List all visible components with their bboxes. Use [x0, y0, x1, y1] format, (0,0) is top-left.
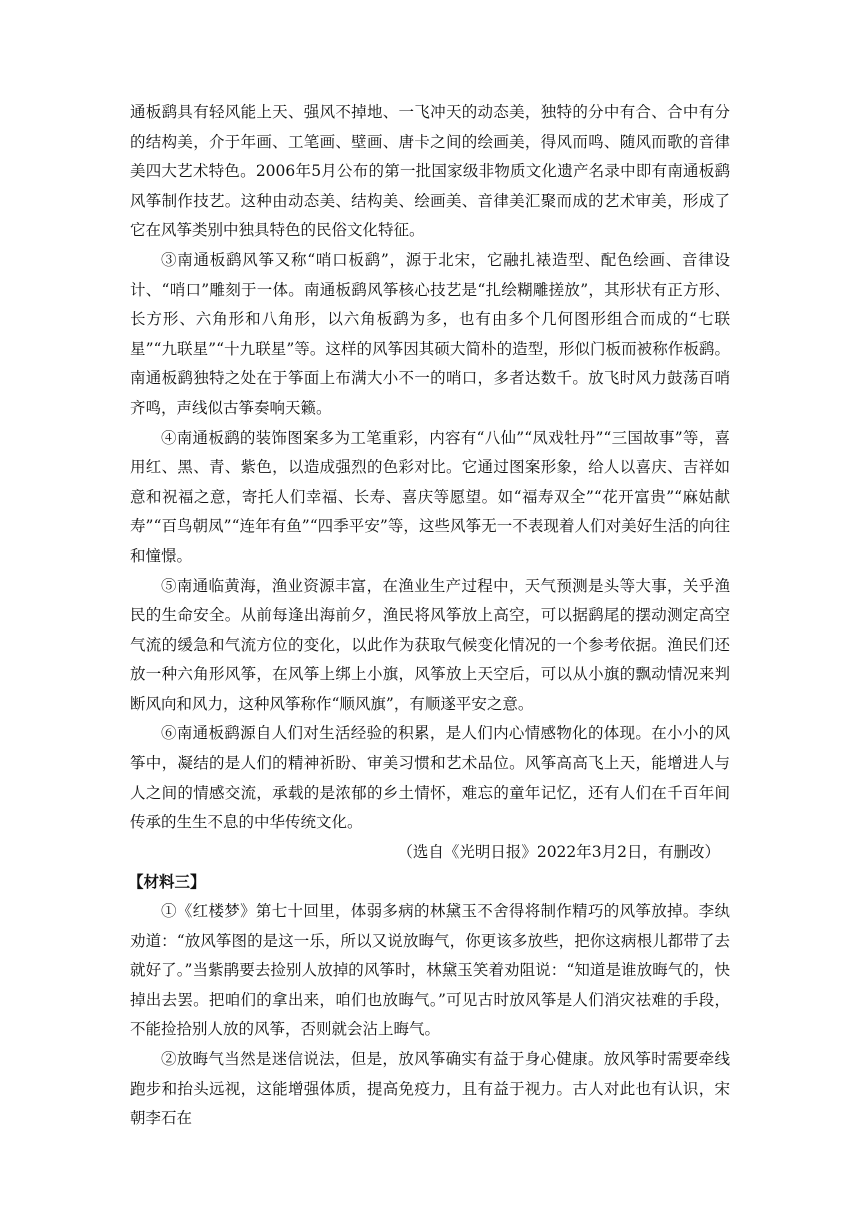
- document-body: [130, 98, 730, 1134]
- paragraph-4: ④南通板鹞的装饰图案多为工笔重彩，内容有“八仙”“凤戏牡丹”“三国故事”等，喜用红、黑、青、紫色，以造成强烈的色彩对比。它通过图案形象，给人以喜庆、吉祥如意和祝福之意，寄托人们幸福、长寿、喜庆等愿望。如“福寿双全”“花开富贵”“麻姑献寿”“百鸟朝凤”“连年有鱼”“四季平安”等，这些风筝无一不表现着人们对美好生活的向往和憧憬。: [130, 428, 730, 565]
- section-heading-material-3: 【材料三】: [128, 872, 206, 892]
- paragraph-5: ⑤南通临黄海，渔业资源丰富，在渔业生产过程中，天气预测是头等大事，关乎渔民的生命安全。从前每逢出海前夕，渔民将风筝放上高空，可以据鹞尾的摆动测定高空气流的缓急和气流方位的变化，以此作为获取气候变化情况的一个参考依据。渔民们还放一种六角形风筝，在风筝上绑上小旗，风筝放上天空后，可以从小旗的飘动情况来判断风向和风力，这种风筝称作“顺风旗”，有顺遂平安之意。: [130, 576, 730, 713]
- source-citation: （选自《光明日报》2022年3月2日，有删改）: [397, 842, 720, 861]
- paragraph-3: ③南通板鹞风筝又称“哨口板鹞”，源于北宋，它融扎裱造型、配色绘画、音律设计、“哨口”雕刻于一体。南通板鹞风筝核心技艺是“扎绘糊雕搓放”，其形状有正方形、长方形、六角形和八角形，以六角板鹞为多，也有由多个几何图形组合而成的“七联星”“九联星”“十九联星”等。这样的风筝因其硕大简朴的造型，形似门板而被称作板鹞。南通板鹞独特之处在于筝面上布满大小不一的哨口，多者达数千。放飞时风力鼓荡百哨齐鸣，声线似古筝奏响天籁。: [130, 250, 730, 417]
- material-3-paragraph-1: ①《红楼梦》第七十回里，体弱多病的林黛玉不舍得将制作精巧的风筝放掉。李纨劝道：“放风筝图的是这一乐，所以又说放晦气，你更该多放些，把你这病根儿都带了去就好了。”当紫鹃要去捡别人放掉的风筝时，林黛玉笑着劝阻说：“知道是谁放晦气的，快掉出去罢。把咱们的拿出来，咱们也放晦气。”可见古时放风筝是人们消灾祛难的手段，不能捡拾别人放的风筝，否则就会沾上晦气。: [130, 902, 730, 1039]
- material-3-paragraph-2: ②放晦气当然是迷信说法，但是，放风筝确实有益于身心健康。放风筝时需要牵线跑步和抬头远视，这能增强体质，提高免疫力，且有益于视力。古人对此也有认识，宋朝李石在: [130, 1050, 730, 1128]
- paragraph-6: ⑥南通板鹞源自人们对生活经验的积累，是人们内心情感物化的体现。在小小的风筝中，凝结的是人们的精神祈盼、审美习惯和艺术品位。风筝高高飞上天，能增进人与人之间的情感交流，承载的是浓郁的乡土情怀，难忘的童年记忆，还有人们在千百年间传承的生生不息的中华传统文化。: [130, 724, 730, 832]
- paragraph-intro-continued: 通板鹞具有轻风能上天、强风不掉地、一飞冲天的动态美，独特的分中有合、合中有分的结构美，介于年画、工笔画、壁画、唐卡之间的绘画美，得风而鸣、随风而歌的音律美四大艺术特色。2006年5月公布的第一批国家级非物质文化遗产名录中即有南通板鹞风筝制作技艺。这种由动态美、结构美、绘画美、音律美汇聚而成的艺术审美，形成了它在风筝类别中独具特色的民俗文化特征。: [130, 103, 730, 240]
